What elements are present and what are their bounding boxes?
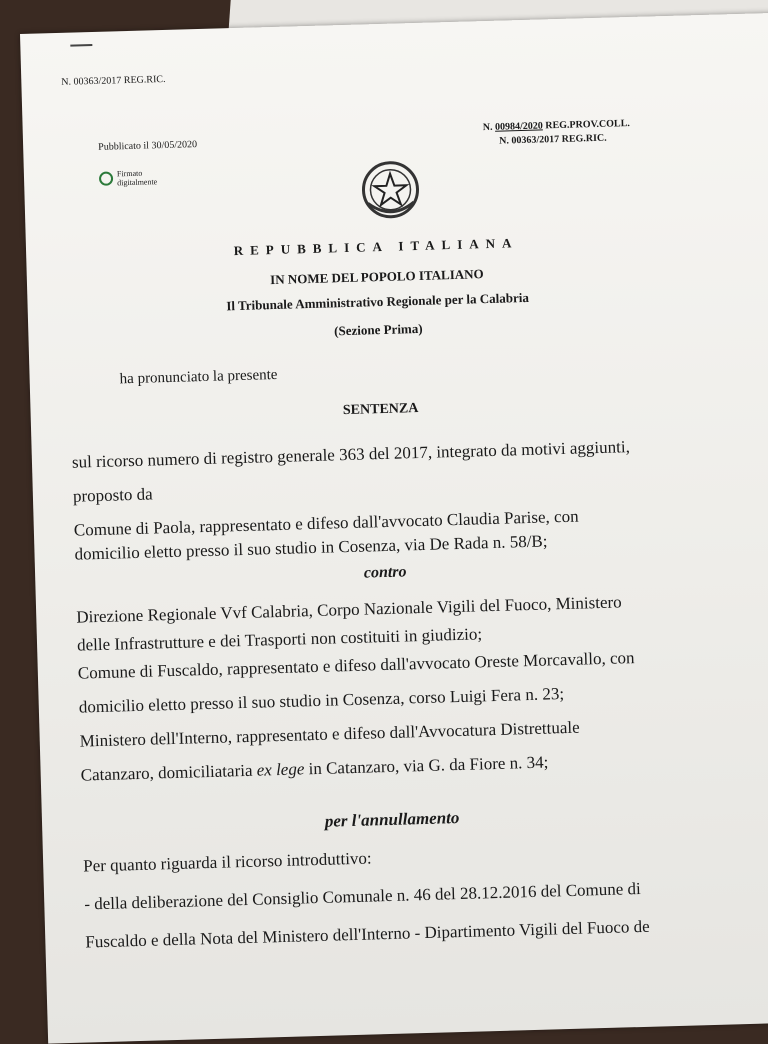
reg-ric-right: N. 00363/2017 REG.RIC. xyxy=(499,132,607,147)
body-line-9: Ministero dell'Interno, rappresentato e difeso dall'Avvocatura Distrettuale xyxy=(79,717,580,751)
digital-signature-mark: Firmato digitalmente xyxy=(99,168,157,188)
ex-lege-italic: ex lege xyxy=(256,759,305,780)
body-line-4: domicilio eletto presso il suo studio in Cosenza, via De Rada n. 58/B; xyxy=(74,531,548,564)
reg-prov-number: 00984/2020 xyxy=(494,120,543,133)
tribunal-heading: Il Tribunale Amministrativo Regionale per la Calabria xyxy=(226,289,530,314)
body-line-6: delle Infrastrutture e dei Trasporti non costituiti in giudizio; xyxy=(76,624,483,655)
republic-heading: REPUBBLICA ITALIANA xyxy=(233,235,519,259)
annulment-heading: per l'annullamento xyxy=(324,808,460,831)
body-line-3: Comune di Paola, rappresentato e difeso dall'avvocato Claudia Parise, con xyxy=(73,506,579,540)
signature-seal-icon xyxy=(99,171,113,185)
republic-emblem-icon xyxy=(359,158,423,222)
against-heading: contro xyxy=(363,563,407,582)
sentence-heading: SENTENZA xyxy=(342,401,419,419)
in-name-heading: IN NOME DEL POPOLO ITALIANO xyxy=(269,266,484,288)
pronounced-line: ha pronunciato la presente xyxy=(119,366,278,388)
page-dash-mark xyxy=(70,44,92,47)
body-line-12: - della deliberazione del Consiglio Comunale n. 46 del 28.12.2016 del Comune di xyxy=(84,879,642,914)
body-line-13: Fuscaldo e della Nota del Ministero dell'Interno - Dipartimento Vigili del Fuoco de xyxy=(85,916,650,952)
registry-numbers: N. 00984/2020 REG.PROV.COLL. N. 00363/2017 REG.RIC. xyxy=(483,117,631,149)
section-heading: (Sezione Prima) xyxy=(333,320,423,339)
body-line-8: domicilio eletto presso il suo studio in Cosenza, corso Luigi Fera n. 23; xyxy=(78,684,565,717)
document-page xyxy=(20,13,768,1044)
body-line-2: proposto da xyxy=(72,484,153,506)
body-line-11: Per quanto riguarda il ricorso introduttivo: xyxy=(82,848,372,876)
body-line-7: Comune di Fuscaldo, rappresentato e difeso dall'avvocato Oreste Morcavallo, con xyxy=(77,648,635,683)
publication-date: Pubblicato il 30/05/2020 xyxy=(98,139,198,153)
body-line-1: sul ricorso numero di registro generale 363 del 2017, integrato da motivi aggiunti, xyxy=(71,437,631,472)
body-line-5: Direzione Regionale Vvf Calabria, Corpo Nazionale Vigili del Fuoco, Ministero xyxy=(76,592,622,627)
reg-ric-top-left: N. 00363/2017 REG.RIC. xyxy=(61,73,166,88)
body-line-10: Catanzaro, domiciliataria ex lege in Catanzaro, via G. da Fiore n. 34; xyxy=(80,752,549,785)
